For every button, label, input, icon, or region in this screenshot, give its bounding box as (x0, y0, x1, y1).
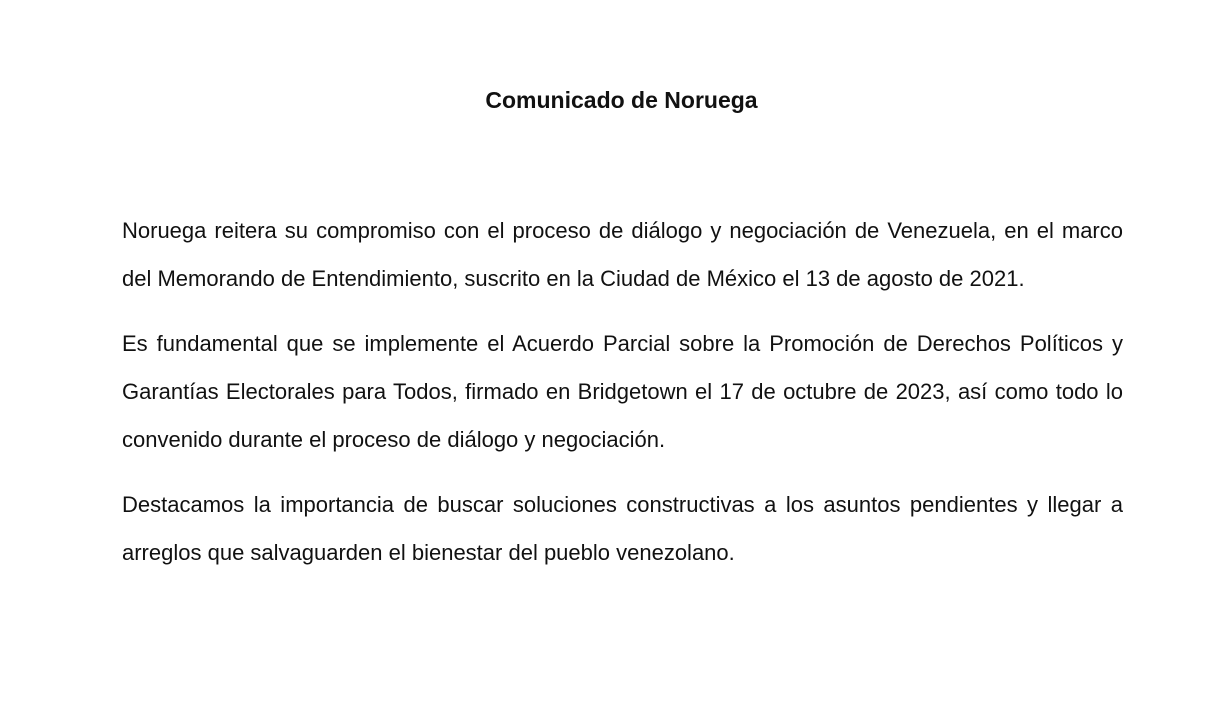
paragraph-2: Es fundamental que se implemente el Acuerdo Parcial sobre la Promoción de Derechos Políticos y Garantías Electorales para Todos, firmado en Bridgetown el 17 de octubre de 2023, así como todo lo convenido durante el proceso de diálogo y negociación. (122, 331, 1123, 452)
document-title: Comunicado de Noruega (485, 87, 758, 113)
document-body (122, 207, 1123, 594)
paragraph-3: Destacamos la importancia de buscar soluciones constructivas a los asuntos pendientes y llegar a arreglos que salvaguarden el bienestar del pueblo venezolano. (122, 492, 1123, 565)
paragraph-1: Noruega reitera su compromiso con el proceso de diálogo y negociación de Venezuela, en el marco del Memorando de Entendimiento, suscrito en la Ciudad de México el 13 de agosto de 2021. (122, 218, 1123, 291)
